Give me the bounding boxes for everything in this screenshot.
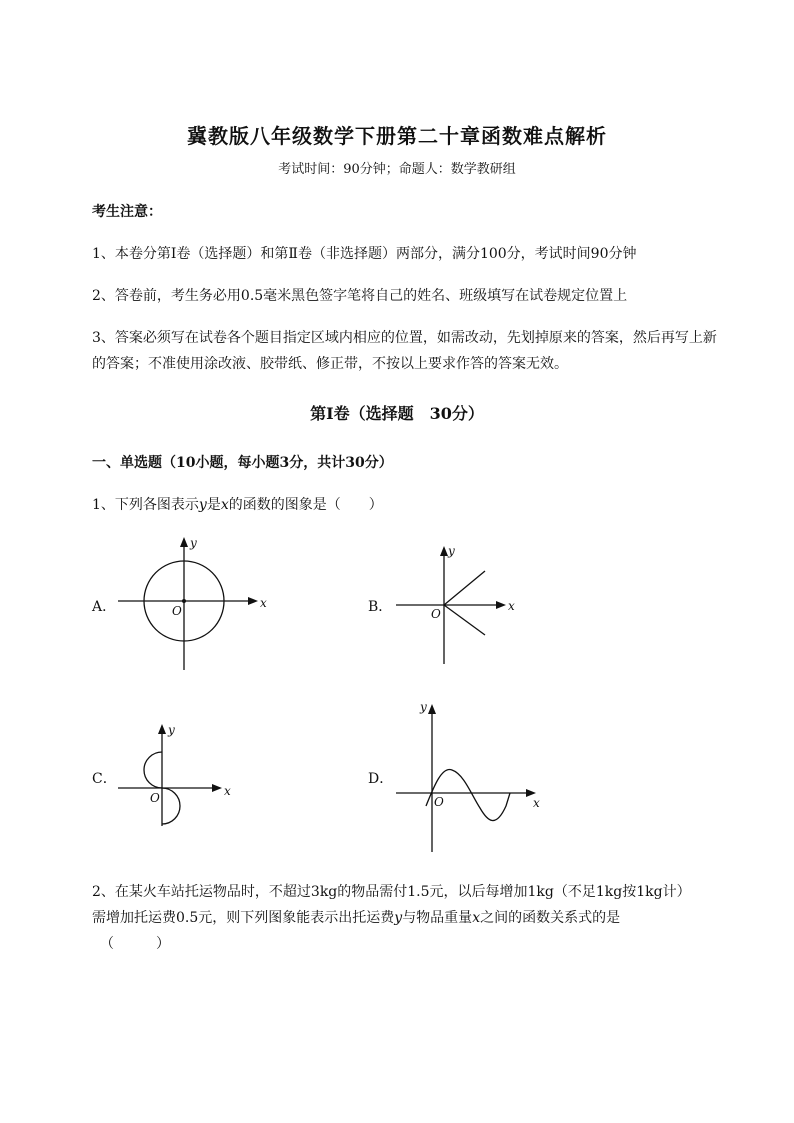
option-c-graph [112, 718, 242, 830]
option-b-lower-ray [444, 605, 485, 635]
option-d-label: D． [368, 771, 394, 787]
option-a-graph [110, 530, 270, 680]
option-a-origin-dot [182, 599, 186, 603]
q2-text-c: 之间的函数关系式的是 [480, 910, 621, 926]
option-c-label: C． [92, 771, 117, 787]
option-a-y-label: y [190, 536, 197, 550]
option-d-y-label: y [420, 700, 427, 714]
notice-item-3: 3、答案必须写在试卷各个题目指定区域内相应的位置，如需改动，先划掉原来的答案，然后再写上新 [92, 330, 717, 346]
question-2-line-1: 2、在某火车站托运物品时，不超过3kg的物品需付1.5元，以后每增加1kg（不足1kg按1kg计） [92, 884, 691, 900]
option-c-origin-label: O [150, 791, 160, 805]
page-title: 冀教版八年级数学下册第二十章函数难点解析 [187, 124, 607, 148]
option-a-y-arrow [180, 537, 188, 547]
q1-var-x: x [220, 497, 229, 513]
q2-var-x: x [472, 910, 481, 926]
option-a-origin-label: O [172, 604, 182, 618]
notice-item-3-continued: 的答案；不准使用涂改液、胶带纸、修正带，不按以上要求作答的答案无效。 [92, 356, 568, 372]
q1-text-b: 是 [206, 497, 221, 513]
option-a-label: A． [92, 599, 117, 615]
option-a-x-label: x [260, 596, 267, 610]
question-2-line-2 [92, 907, 620, 927]
option-b-label: B． [368, 599, 393, 615]
option-d-graph [392, 696, 552, 856]
option-c-x-label: x [224, 784, 231, 798]
option-c-y-arrow [158, 724, 166, 734]
option-c-lower-semicircle [162, 788, 180, 824]
part-heading: 一、单选题（10小题，每小题3分，共计30分） [92, 455, 393, 471]
exam-info: 考试时间：90分钟；命题人：数学教研组 [278, 162, 516, 177]
option-c-x-arrow [212, 784, 222, 792]
section-title: 第I卷（选择题 30分） [310, 404, 484, 423]
question-1-stem [92, 494, 383, 514]
option-c-y-label: y [168, 723, 175, 737]
option-b-graph [390, 538, 530, 668]
option-b-x-label: x [508, 599, 515, 613]
option-c-upper-semicircle [144, 752, 162, 788]
q2-var-y: y [394, 910, 403, 926]
q1-var-y: y [198, 497, 207, 513]
option-d-x-label: x [533, 796, 540, 810]
option-a-x-arrow [248, 597, 258, 605]
option-d-origin-label: O [434, 795, 444, 809]
notice-item-1: 1、本卷分第I卷（选择题）和第Ⅱ卷（非选择题）两部分，满分100分，考试时间90分钟 [92, 246, 637, 262]
q1-text-a: 1、下列各图表示 [92, 497, 199, 513]
question-2-answer-blank: （ ） [100, 936, 170, 952]
option-b-upper-ray [444, 571, 485, 605]
q2-text-b: 与物品重量 [402, 910, 473, 926]
q2-text-a: 需增加托运费0.5元，则下列图象能表示出托运费 [92, 910, 395, 926]
option-b-origin-label: O [431, 607, 441, 621]
option-b-x-arrow [496, 601, 506, 609]
notice-heading: 考生注意： [92, 204, 162, 220]
option-d-y-arrow [428, 704, 436, 714]
notice-item-2: 2、答卷前，考生务必用0.5毫米黑色签字笔将自己的姓名、班级填写在试卷规定位置上 [92, 288, 628, 304]
q1-text-c: 的函数的图象是（ ） [228, 497, 383, 513]
option-b-y-arrow [440, 546, 448, 556]
option-b-y-label: y [448, 544, 455, 558]
